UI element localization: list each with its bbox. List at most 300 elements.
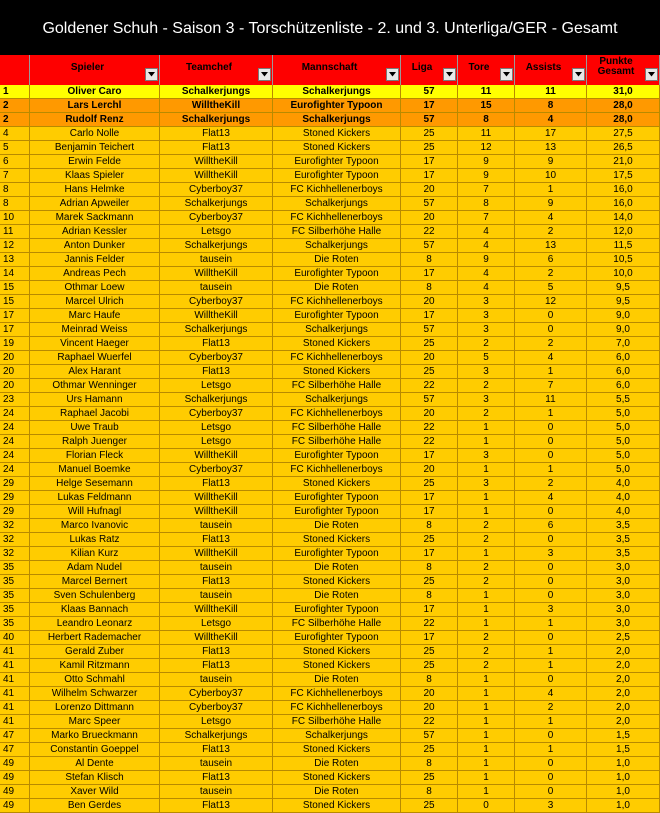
cell-punkte[interactable]: 1,0 (587, 757, 660, 771)
cell-teamchef[interactable]: Cyberboy37 (160, 211, 273, 225)
cell-assists[interactable]: 12 (515, 295, 587, 309)
cell-teamchef[interactable]: tausein (160, 281, 273, 295)
cell-tore[interactable]: 7 (458, 183, 515, 197)
cell-spieler[interactable]: Lars Lerchl (30, 99, 160, 113)
cell-mannschaft[interactable]: Eurofighter Typoon (273, 267, 401, 281)
cell-spieler[interactable]: Florian Fleck (30, 449, 160, 463)
cell-liga[interactable]: 8 (401, 281, 458, 295)
cell-punkte[interactable]: 4,0 (587, 491, 660, 505)
cell-liga[interactable]: 25 (401, 743, 458, 757)
cell-tore[interactable]: 1 (458, 729, 515, 743)
cell-liga[interactable]: 17 (401, 169, 458, 183)
cell-punkte[interactable]: 2,0 (587, 687, 660, 701)
cell-liga[interactable]: 57 (401, 393, 458, 407)
cell-spieler[interactable]: Gerald Zuber (30, 645, 160, 659)
cell-tore[interactable]: 3 (458, 477, 515, 491)
cell-mannschaft[interactable]: Stoned Kickers (273, 799, 401, 813)
cell-tore[interactable]: 2 (458, 631, 515, 645)
cell-rank[interactable]: 35 (0, 575, 30, 589)
cell-teamchef[interactable]: Cyberboy37 (160, 701, 273, 715)
cell-spieler[interactable]: Lukas Ratz (30, 533, 160, 547)
cell-tore[interactable]: 3 (458, 449, 515, 463)
cell-punkte[interactable]: 3,0 (587, 603, 660, 617)
cell-assists[interactable]: 0 (515, 729, 587, 743)
cell-spieler[interactable]: Klaas Bannach (30, 603, 160, 617)
cell-mannschaft[interactable]: Die Roten (273, 281, 401, 295)
cell-spieler[interactable]: Marcel Bernert (30, 575, 160, 589)
cell-rank[interactable]: 49 (0, 771, 30, 785)
cell-punkte[interactable]: 17,5 (587, 169, 660, 183)
cell-mannschaft[interactable]: Stoned Kickers (273, 645, 401, 659)
cell-assists[interactable]: 2 (515, 701, 587, 715)
cell-mannschaft[interactable]: FC Kichhellenerboys (273, 295, 401, 309)
cell-punkte[interactable]: 1,0 (587, 799, 660, 813)
cell-liga[interactable]: 57 (401, 85, 458, 99)
cell-teamchef[interactable]: Schalkerjungs (160, 323, 273, 337)
cell-teamchef[interactable]: Letsgo (160, 421, 273, 435)
cell-punkte[interactable]: 4,0 (587, 477, 660, 491)
cell-teamchef[interactable]: Letsgo (160, 617, 273, 631)
cell-mannschaft[interactable]: Die Roten (273, 785, 401, 799)
cell-punkte[interactable]: 5,0 (587, 463, 660, 477)
cell-spieler[interactable]: Raphael Wuerfel (30, 351, 160, 365)
cell-liga[interactable]: 25 (401, 477, 458, 491)
cell-rank[interactable]: 23 (0, 393, 30, 407)
cell-mannschaft[interactable]: FC Silberhöhe Halle (273, 225, 401, 239)
filter-dropdown-icon[interactable] (386, 68, 399, 81)
cell-punkte[interactable]: 3,5 (587, 533, 660, 547)
cell-mannschaft[interactable]: FC Silberhöhe Halle (273, 421, 401, 435)
cell-punkte[interactable]: 27,5 (587, 127, 660, 141)
cell-liga[interactable]: 8 (401, 561, 458, 575)
cell-teamchef[interactable]: Flat13 (160, 337, 273, 351)
cell-mannschaft[interactable]: FC Kichhellenerboys (273, 701, 401, 715)
cell-mannschaft[interactable]: FC Kichhellenerboys (273, 183, 401, 197)
cell-teamchef[interactable]: tausein (160, 561, 273, 575)
cell-punkte[interactable]: 5,0 (587, 449, 660, 463)
cell-assists[interactable]: 4 (515, 351, 587, 365)
cell-punkte[interactable]: 16,0 (587, 183, 660, 197)
cell-spieler[interactable]: Xaver Wild (30, 785, 160, 799)
cell-rank[interactable]: 6 (0, 155, 30, 169)
cell-liga[interactable]: 22 (401, 435, 458, 449)
cell-liga[interactable]: 57 (401, 323, 458, 337)
cell-teamchef[interactable]: Flat13 (160, 799, 273, 813)
cell-spieler[interactable]: Othmar Loew (30, 281, 160, 295)
cell-rank[interactable]: 35 (0, 589, 30, 603)
cell-punkte[interactable]: 12,0 (587, 225, 660, 239)
cell-spieler[interactable]: Marc Speer (30, 715, 160, 729)
cell-rank[interactable]: 4 (0, 127, 30, 141)
cell-rank[interactable]: 41 (0, 715, 30, 729)
cell-liga[interactable]: 17 (401, 309, 458, 323)
cell-teamchef[interactable]: Letsgo (160, 379, 273, 393)
cell-mannschaft[interactable]: Eurofighter Typoon (273, 155, 401, 169)
cell-mannschaft[interactable]: Schalkerjungs (273, 323, 401, 337)
cell-spieler[interactable]: Vincent Haeger (30, 337, 160, 351)
cell-punkte[interactable]: 10,0 (587, 267, 660, 281)
cell-teamchef[interactable]: Cyberboy37 (160, 295, 273, 309)
cell-rank[interactable]: 24 (0, 435, 30, 449)
cell-rank[interactable]: 11 (0, 225, 30, 239)
cell-assists[interactable]: 1 (515, 365, 587, 379)
cell-assists[interactable]: 6 (515, 253, 587, 267)
cell-mannschaft[interactable]: Stoned Kickers (273, 771, 401, 785)
cell-liga[interactable]: 20 (401, 295, 458, 309)
cell-spieler[interactable]: Constantin Goeppel (30, 743, 160, 757)
cell-assists[interactable]: 1 (515, 617, 587, 631)
cell-spieler[interactable]: Alex Harant (30, 365, 160, 379)
cell-teamchef[interactable]: Flat13 (160, 477, 273, 491)
cell-rank[interactable]: 49 (0, 757, 30, 771)
cell-liga[interactable]: 17 (401, 603, 458, 617)
cell-tore[interactable]: 1 (458, 743, 515, 757)
cell-spieler[interactable]: Oliver Caro (30, 85, 160, 99)
cell-rank[interactable]: 5 (0, 141, 30, 155)
cell-mannschaft[interactable]: FC Kichhellenerboys (273, 463, 401, 477)
cell-punkte[interactable]: 6,0 (587, 379, 660, 393)
cell-spieler[interactable]: Hans Helmke (30, 183, 160, 197)
cell-liga[interactable]: 8 (401, 757, 458, 771)
cell-teamchef[interactable]: tausein (160, 757, 273, 771)
cell-teamchef[interactable]: Schalkerjungs (160, 393, 273, 407)
cell-liga[interactable]: 17 (401, 155, 458, 169)
cell-teamchef[interactable]: Cyberboy37 (160, 351, 273, 365)
cell-tore[interactable]: 1 (458, 771, 515, 785)
cell-liga[interactable]: 25 (401, 533, 458, 547)
cell-punkte[interactable]: 6,0 (587, 351, 660, 365)
cell-spieler[interactable]: Jannis Felder (30, 253, 160, 267)
cell-liga[interactable]: 22 (401, 715, 458, 729)
cell-teamchef[interactable]: Schalkerjungs (160, 729, 273, 743)
cell-spieler[interactable]: Marko Brueckmann (30, 729, 160, 743)
cell-tore[interactable]: 1 (458, 435, 515, 449)
cell-tore[interactable]: 7 (458, 211, 515, 225)
cell-teamchef[interactable]: tausein (160, 253, 273, 267)
cell-tore[interactable]: 4 (458, 281, 515, 295)
cell-assists[interactable]: 1 (515, 463, 587, 477)
cell-rank[interactable]: 40 (0, 631, 30, 645)
cell-mannschaft[interactable]: Eurofighter Typoon (273, 491, 401, 505)
cell-assists[interactable]: 0 (515, 757, 587, 771)
cell-rank[interactable]: 24 (0, 463, 30, 477)
cell-assists[interactable]: 4 (515, 687, 587, 701)
cell-teamchef[interactable]: WilltheKill (160, 169, 273, 183)
cell-tore[interactable]: 8 (458, 113, 515, 127)
cell-teamchef[interactable]: tausein (160, 673, 273, 687)
cell-teamchef[interactable]: WilltheKill (160, 505, 273, 519)
cell-spieler[interactable]: Helge Sesemann (30, 477, 160, 491)
cell-teamchef[interactable]: Flat13 (160, 365, 273, 379)
cell-assists[interactable]: 0 (515, 575, 587, 589)
cell-tore[interactable]: 2 (458, 561, 515, 575)
cell-tore[interactable]: 12 (458, 141, 515, 155)
cell-rank[interactable]: 15 (0, 295, 30, 309)
cell-mannschaft[interactable]: Eurofighter Typoon (273, 449, 401, 463)
cell-teamchef[interactable]: Flat13 (160, 659, 273, 673)
cell-teamchef[interactable]: Schalkerjungs (160, 85, 273, 99)
cell-assists[interactable]: 7 (515, 379, 587, 393)
cell-spieler[interactable]: Manuel Boemke (30, 463, 160, 477)
cell-mannschaft[interactable]: Eurofighter Typoon (273, 547, 401, 561)
cell-spieler[interactable]: Lukas Feldmann (30, 491, 160, 505)
cell-spieler[interactable]: Adam Nudel (30, 561, 160, 575)
cell-tore[interactable]: 15 (458, 99, 515, 113)
cell-punkte[interactable]: 9,0 (587, 309, 660, 323)
cell-teamchef[interactable]: Flat13 (160, 127, 273, 141)
cell-spieler[interactable]: Adrian Apweiler (30, 197, 160, 211)
cell-mannschaft[interactable]: Stoned Kickers (273, 575, 401, 589)
cell-liga[interactable]: 17 (401, 267, 458, 281)
cell-spieler[interactable]: Ralph Juenger (30, 435, 160, 449)
cell-tore[interactable]: 2 (458, 533, 515, 547)
cell-tore[interactable]: 3 (458, 295, 515, 309)
cell-spieler[interactable]: Marcel Ulrich (30, 295, 160, 309)
cell-spieler[interactable]: Raphael Jacobi (30, 407, 160, 421)
cell-mannschaft[interactable]: Stoned Kickers (273, 743, 401, 757)
cell-mannschaft[interactable]: Stoned Kickers (273, 477, 401, 491)
cell-spieler[interactable]: Stefan Klisch (30, 771, 160, 785)
cell-liga[interactable]: 25 (401, 141, 458, 155)
cell-punkte[interactable]: 5,5 (587, 393, 660, 407)
cell-assists[interactable]: 1 (515, 645, 587, 659)
cell-spieler[interactable]: Carlo Nolle (30, 127, 160, 141)
cell-rank[interactable]: 13 (0, 253, 30, 267)
cell-punkte[interactable]: 5,0 (587, 421, 660, 435)
cell-punkte[interactable]: 21,0 (587, 155, 660, 169)
cell-spieler[interactable]: Lorenzo Dittmann (30, 701, 160, 715)
cell-liga[interactable]: 22 (401, 225, 458, 239)
cell-liga[interactable]: 20 (401, 701, 458, 715)
cell-rank[interactable]: 32 (0, 533, 30, 547)
cell-mannschaft[interactable]: Stoned Kickers (273, 141, 401, 155)
cell-liga[interactable]: 17 (401, 631, 458, 645)
cell-rank[interactable]: 24 (0, 407, 30, 421)
cell-punkte[interactable]: 3,0 (587, 561, 660, 575)
cell-tore[interactable]: 8 (458, 197, 515, 211)
cell-mannschaft[interactable]: FC Kichhellenerboys (273, 687, 401, 701)
cell-assists[interactable]: 4 (515, 113, 587, 127)
cell-spieler[interactable]: Uwe Traub (30, 421, 160, 435)
cell-mannschaft[interactable]: Schalkerjungs (273, 197, 401, 211)
cell-liga[interactable]: 17 (401, 99, 458, 113)
cell-mannschaft[interactable]: Schalkerjungs (273, 239, 401, 253)
cell-punkte[interactable]: 3,5 (587, 519, 660, 533)
cell-punkte[interactable]: 6,0 (587, 365, 660, 379)
cell-liga[interactable]: 8 (401, 589, 458, 603)
cell-punkte[interactable]: 14,0 (587, 211, 660, 225)
cell-assists[interactable]: 9 (515, 155, 587, 169)
cell-liga[interactable]: 25 (401, 771, 458, 785)
cell-teamchef[interactable]: WilltheKill (160, 309, 273, 323)
cell-mannschaft[interactable]: FC Kichhellenerboys (273, 351, 401, 365)
cell-punkte[interactable]: 11,5 (587, 239, 660, 253)
cell-teamchef[interactable]: Flat13 (160, 533, 273, 547)
cell-teamchef[interactable]: Flat13 (160, 645, 273, 659)
cell-teamchef[interactable]: Flat13 (160, 771, 273, 785)
cell-liga[interactable]: 17 (401, 505, 458, 519)
cell-liga[interactable]: 57 (401, 239, 458, 253)
cell-rank[interactable]: 41 (0, 645, 30, 659)
cell-teamchef[interactable]: Flat13 (160, 743, 273, 757)
cell-spieler[interactable]: Will Hufnagl (30, 505, 160, 519)
cell-mannschaft[interactable]: Die Roten (273, 757, 401, 771)
cell-assists[interactable]: 5 (515, 281, 587, 295)
cell-tore[interactable]: 11 (458, 127, 515, 141)
cell-punkte[interactable]: 10,5 (587, 253, 660, 267)
cell-punkte[interactable]: 4,0 (587, 505, 660, 519)
cell-tore[interactable]: 3 (458, 309, 515, 323)
cell-assists[interactable]: 0 (515, 323, 587, 337)
cell-tore[interactable]: 1 (458, 491, 515, 505)
cell-teamchef[interactable]: Schalkerjungs (160, 239, 273, 253)
cell-assists[interactable]: 4 (515, 491, 587, 505)
cell-liga[interactable]: 20 (401, 183, 458, 197)
cell-punkte[interactable]: 2,0 (587, 715, 660, 729)
cell-rank[interactable]: 29 (0, 477, 30, 491)
cell-spieler[interactable]: Rudolf Renz (30, 113, 160, 127)
cell-tore[interactable]: 4 (458, 239, 515, 253)
cell-rank[interactable]: 12 (0, 239, 30, 253)
cell-teamchef[interactable]: WilltheKill (160, 449, 273, 463)
cell-punkte[interactable]: 3,0 (587, 617, 660, 631)
cell-spieler[interactable]: Anton Dunker (30, 239, 160, 253)
cell-mannschaft[interactable]: Stoned Kickers (273, 127, 401, 141)
cell-tore[interactable]: 1 (458, 701, 515, 715)
cell-rank[interactable]: 24 (0, 449, 30, 463)
cell-assists[interactable]: 2 (515, 225, 587, 239)
cell-mannschaft[interactable]: Schalkerjungs (273, 85, 401, 99)
cell-spieler[interactable]: Herbert Rademacher (30, 631, 160, 645)
cell-teamchef[interactable]: Cyberboy37 (160, 407, 273, 421)
cell-punkte[interactable]: 28,0 (587, 99, 660, 113)
cell-rank[interactable]: 32 (0, 547, 30, 561)
cell-rank[interactable]: 47 (0, 743, 30, 757)
cell-spieler[interactable]: Wilhelm Schwarzer (30, 687, 160, 701)
cell-spieler[interactable]: Kamil Ritzmann (30, 659, 160, 673)
cell-spieler[interactable]: Ben Gerdes (30, 799, 160, 813)
cell-assists[interactable]: 10 (515, 169, 587, 183)
cell-punkte[interactable]: 16,0 (587, 197, 660, 211)
cell-mannschaft[interactable]: Die Roten (273, 561, 401, 575)
cell-assists[interactable]: 4 (515, 211, 587, 225)
cell-mannschaft[interactable]: Eurofighter Typoon (273, 631, 401, 645)
cell-tore[interactable]: 4 (458, 267, 515, 281)
cell-assists[interactable]: 2 (515, 337, 587, 351)
cell-mannschaft[interactable]: FC Silberhöhe Halle (273, 379, 401, 393)
cell-assists[interactable]: 0 (515, 309, 587, 323)
cell-rank[interactable]: 17 (0, 323, 30, 337)
cell-assists[interactable]: 2 (515, 267, 587, 281)
cell-liga[interactable]: 8 (401, 673, 458, 687)
cell-spieler[interactable]: Leandro Leonarz (30, 617, 160, 631)
cell-punkte[interactable]: 7,0 (587, 337, 660, 351)
cell-assists[interactable]: 1 (515, 407, 587, 421)
cell-mannschaft[interactable]: Eurofighter Typoon (273, 505, 401, 519)
cell-punkte[interactable]: 2,0 (587, 659, 660, 673)
cell-mannschaft[interactable]: Stoned Kickers (273, 365, 401, 379)
cell-liga[interactable]: 57 (401, 197, 458, 211)
cell-tore[interactable]: 1 (458, 603, 515, 617)
cell-assists[interactable]: 17 (515, 127, 587, 141)
cell-tore[interactable]: 2 (458, 379, 515, 393)
cell-assists[interactable]: 0 (515, 631, 587, 645)
cell-tore[interactable]: 1 (458, 687, 515, 701)
cell-rank[interactable]: 41 (0, 701, 30, 715)
cell-teamchef[interactable]: Letsgo (160, 715, 273, 729)
cell-liga[interactable]: 25 (401, 337, 458, 351)
cell-rank[interactable]: 19 (0, 337, 30, 351)
cell-tore[interactable]: 2 (458, 519, 515, 533)
cell-assists[interactable]: 0 (515, 421, 587, 435)
cell-punkte[interactable]: 5,0 (587, 435, 660, 449)
cell-rank[interactable]: 41 (0, 673, 30, 687)
cell-punkte[interactable]: 26,5 (587, 141, 660, 155)
cell-mannschaft[interactable]: Eurofighter Typoon (273, 99, 401, 113)
cell-tore[interactable]: 1 (458, 785, 515, 799)
cell-mannschaft[interactable]: FC Silberhöhe Halle (273, 715, 401, 729)
cell-punkte[interactable]: 1,0 (587, 771, 660, 785)
cell-rank[interactable]: 2 (0, 99, 30, 113)
cell-rank[interactable]: 20 (0, 379, 30, 393)
cell-assists[interactable]: 3 (515, 603, 587, 617)
cell-rank[interactable]: 8 (0, 183, 30, 197)
cell-liga[interactable]: 20 (401, 687, 458, 701)
cell-rank[interactable]: 41 (0, 659, 30, 673)
cell-assists[interactable]: 13 (515, 239, 587, 253)
cell-liga[interactable]: 57 (401, 113, 458, 127)
cell-liga[interactable]: 17 (401, 547, 458, 561)
cell-spieler[interactable]: Marc Haufe (30, 309, 160, 323)
cell-spieler[interactable]: Al Dente (30, 757, 160, 771)
cell-liga[interactable]: 22 (401, 617, 458, 631)
cell-assists[interactable]: 13 (515, 141, 587, 155)
cell-mannschaft[interactable]: Eurofighter Typoon (273, 169, 401, 183)
cell-liga[interactable]: 22 (401, 379, 458, 393)
cell-assists[interactable]: 0 (515, 533, 587, 547)
cell-tore[interactable]: 1 (458, 463, 515, 477)
cell-tore[interactable]: 1 (458, 673, 515, 687)
cell-liga[interactable]: 20 (401, 463, 458, 477)
filter-dropdown-icon[interactable] (572, 68, 585, 81)
cell-punkte[interactable]: 3,0 (587, 575, 660, 589)
cell-tore[interactable]: 1 (458, 505, 515, 519)
cell-spieler[interactable]: Otto Schmahl (30, 673, 160, 687)
cell-mannschaft[interactable]: FC Silberhöhe Halle (273, 617, 401, 631)
cell-teamchef[interactable]: WilltheKill (160, 99, 273, 113)
cell-spieler[interactable]: Sven Schulenberg (30, 589, 160, 603)
cell-punkte[interactable]: 9,5 (587, 281, 660, 295)
cell-mannschaft[interactable]: FC Kichhellenerboys (273, 211, 401, 225)
cell-teamchef[interactable]: tausein (160, 785, 273, 799)
cell-assists[interactable]: 0 (515, 435, 587, 449)
cell-tore[interactable]: 1 (458, 757, 515, 771)
cell-rank[interactable]: 24 (0, 421, 30, 435)
filter-dropdown-icon[interactable] (645, 68, 658, 81)
cell-liga[interactable]: 25 (401, 659, 458, 673)
cell-rank[interactable]: 32 (0, 519, 30, 533)
filter-dropdown-icon[interactable] (145, 68, 158, 81)
cell-tore[interactable]: 2 (458, 575, 515, 589)
cell-assists[interactable]: 1 (515, 659, 587, 673)
cell-rank[interactable]: 15 (0, 281, 30, 295)
cell-assists[interactable]: 0 (515, 673, 587, 687)
cell-rank[interactable]: 17 (0, 309, 30, 323)
cell-teamchef[interactable]: Schalkerjungs (160, 113, 273, 127)
filter-dropdown-icon[interactable] (443, 68, 456, 81)
filter-dropdown-icon[interactable] (500, 68, 513, 81)
cell-punkte[interactable]: 31,0 (587, 85, 660, 99)
